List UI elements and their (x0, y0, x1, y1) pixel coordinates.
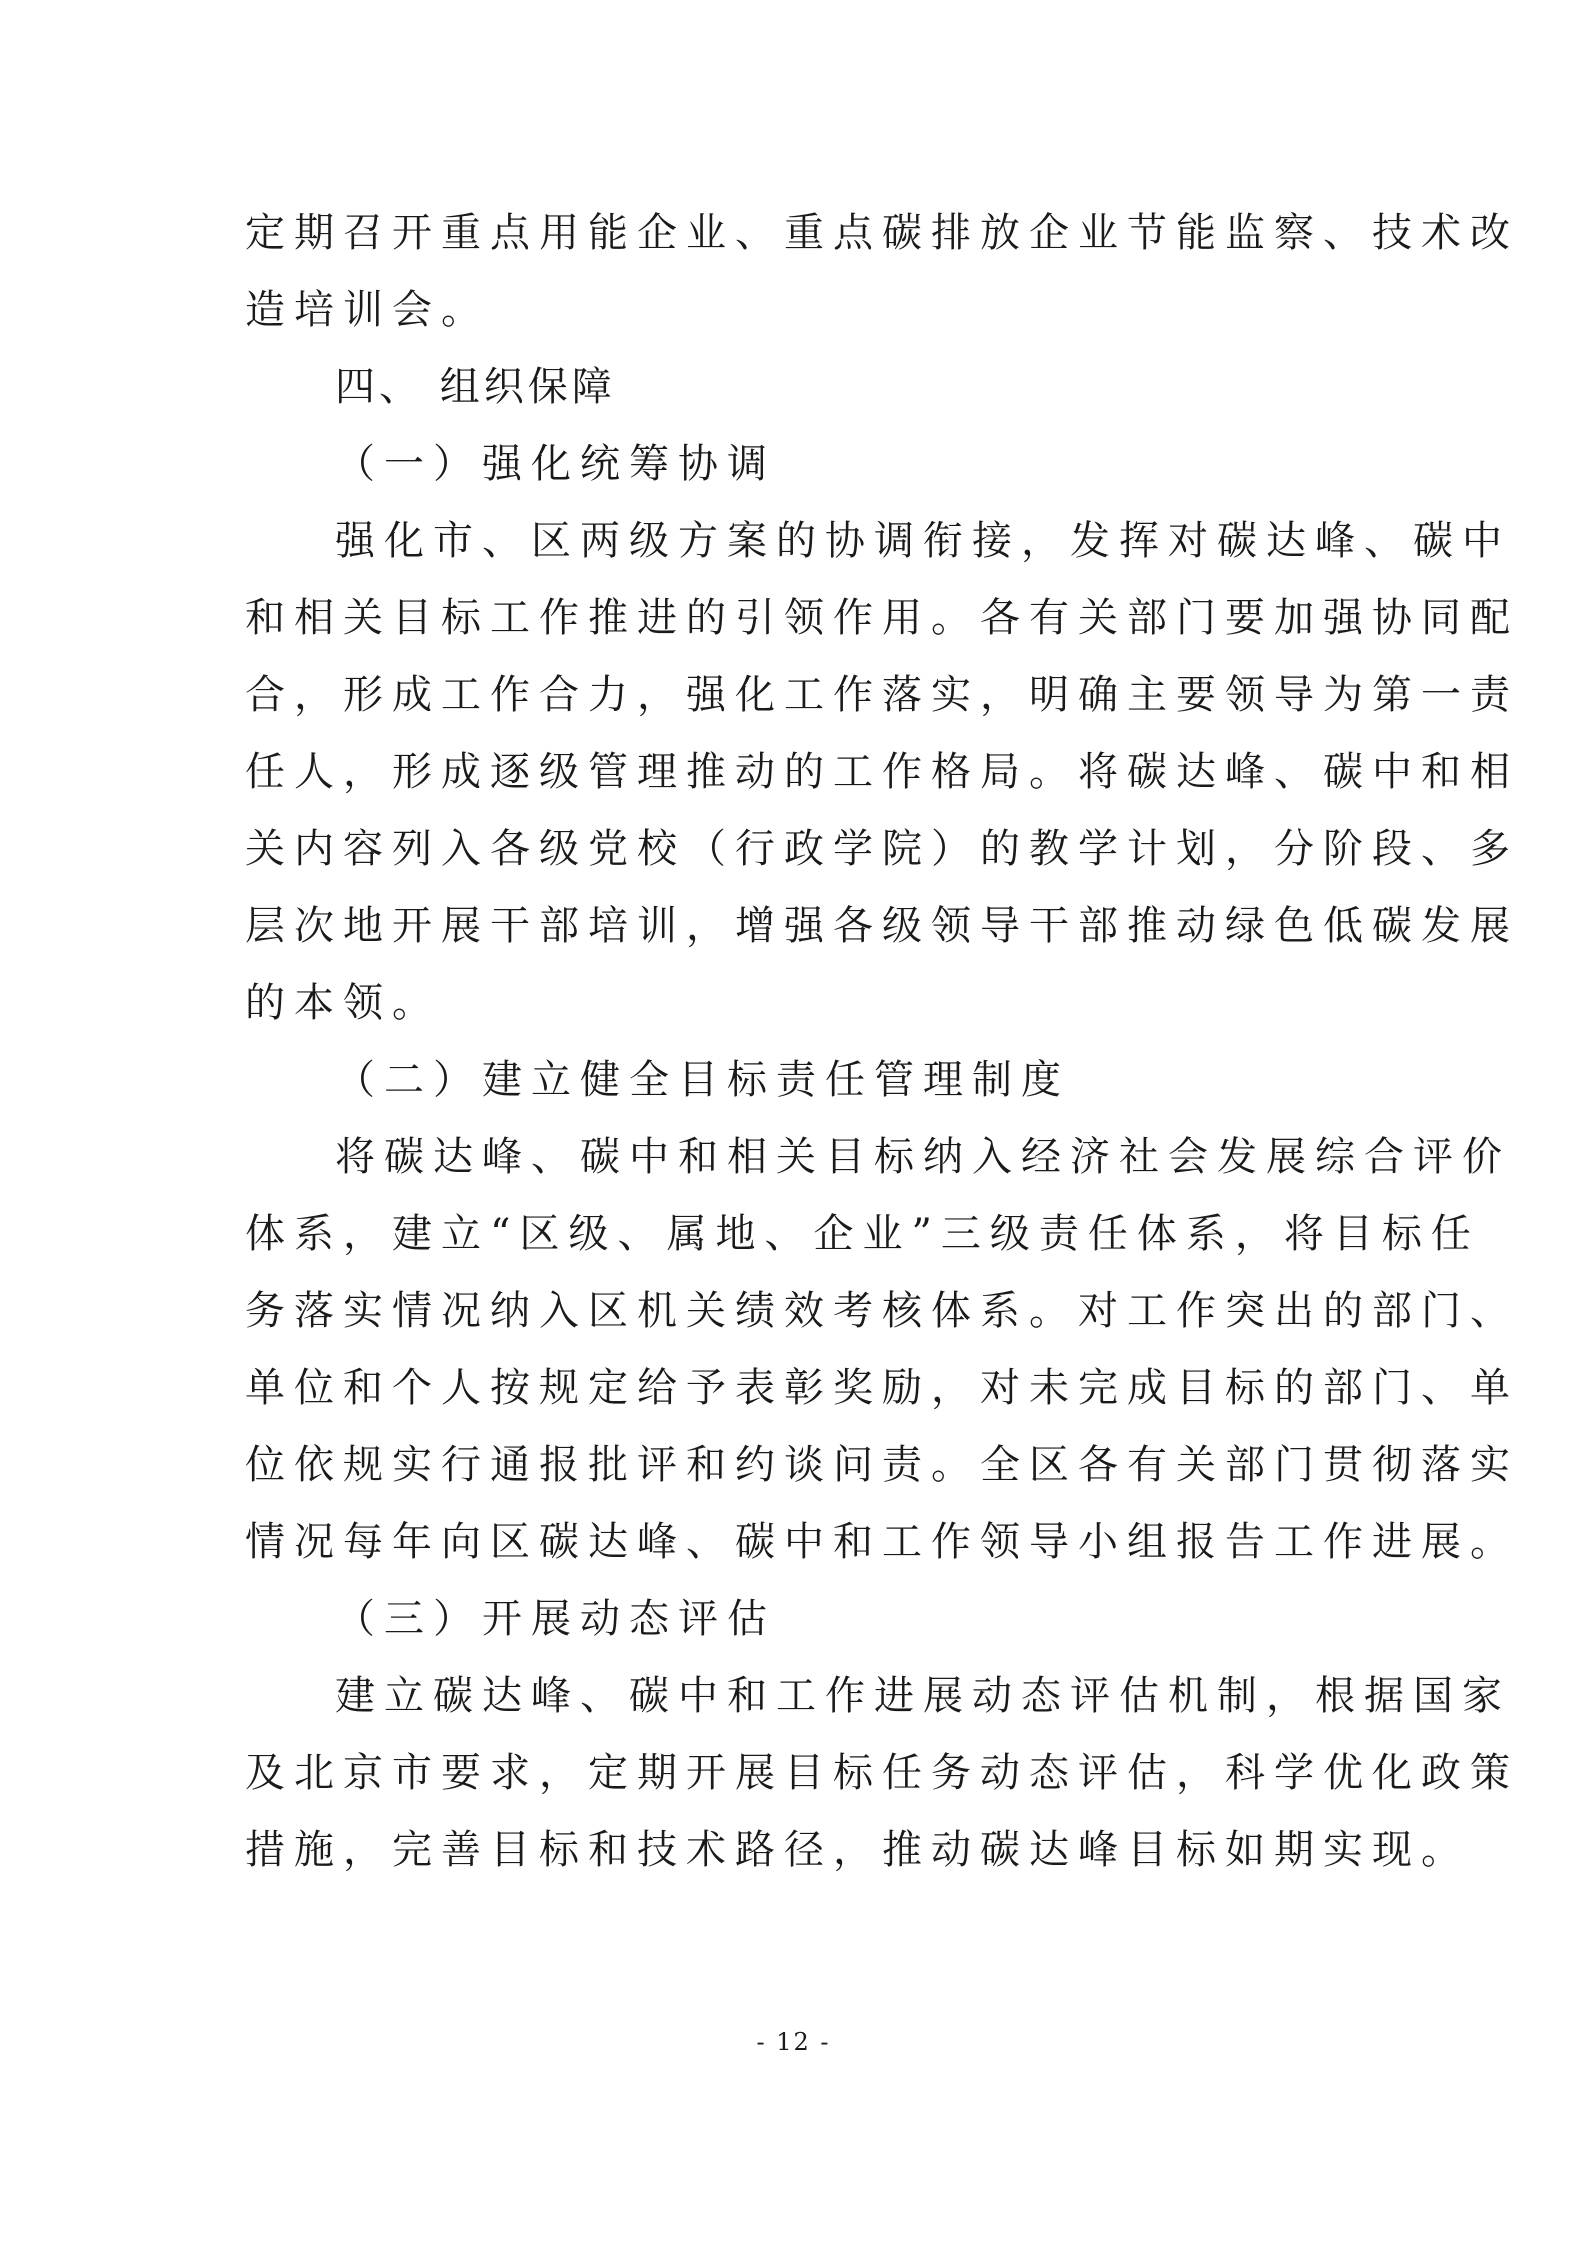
paragraph-line: 合，形成工作合力，强化工作落实，明确主要领导为第一责 (245, 672, 1519, 718)
subsection-heading: （二）建立健全目标责任管理制度 (335, 1057, 1070, 1103)
paragraph-line: 情况每年向区碳达峰、碳中和工作领导小组报告工作进展。 (245, 1519, 1519, 1565)
paragraph-line: 务落实情况纳入区机关绩效考核体系。对工作突出的部门、 (245, 1288, 1519, 1334)
page-number: - 12 - (756, 2028, 831, 2056)
paragraph-line: 强化市、区两级方案的协调衔接，发挥对碳达峰、碳中 (335, 518, 1511, 564)
paragraph-line: 建立碳达峰、碳中和工作进展动态评估机制，根据国家 (335, 1673, 1511, 1719)
paragraph-line: 造培训会。 (245, 287, 490, 333)
paragraph-line: 体系，建立“区级、属地、企业”三级责任体系，将目标任 (245, 1211, 1480, 1257)
paragraph-line: 将碳达峰、碳中和相关目标纳入经济社会发展综合评价 (335, 1134, 1511, 1180)
page-content (245, 195, 1519, 1889)
paragraph-line: 单位和个人按规定给予表彰奖励，对未完成目标的部门、单 (245, 1365, 1519, 1411)
paragraph-line: 定期召开重点用能企业、重点碳排放企业节能监察、技术改 (245, 210, 1519, 256)
paragraph-line: 位依规实行通报批评和约谈问责。全区各有关部门贯彻落实 (245, 1442, 1519, 1488)
subsection-heading: （一）强化统筹协调 (335, 441, 776, 487)
paragraph-line: 层次地开展干部培训，增强各级领导干部推动绿色低碳发展 (245, 903, 1519, 949)
paragraph-line: 措施，完善目标和技术路径，推动碳达峰目标如期实现。 (245, 1827, 1470, 1873)
section-heading: 四、 组织保障 (335, 364, 616, 410)
paragraph-line: 关内容列入各级党校（行政学院）的教学计划，分阶段、多 (245, 826, 1519, 872)
paragraph-line: 任人，形成逐级管理推动的工作格局。将碳达峰、碳中和相 (245, 749, 1519, 795)
paragraph-line: 及北京市要求，定期开展目标任务动态评估，科学优化政策 (245, 1750, 1519, 1796)
paragraph-line: 和相关目标工作推进的引领作用。各有关部门要加强协同配 (245, 595, 1519, 641)
paragraph-line: 的本领。 (245, 980, 441, 1026)
subsection-heading: （三）开展动态评估 (335, 1596, 776, 1642)
